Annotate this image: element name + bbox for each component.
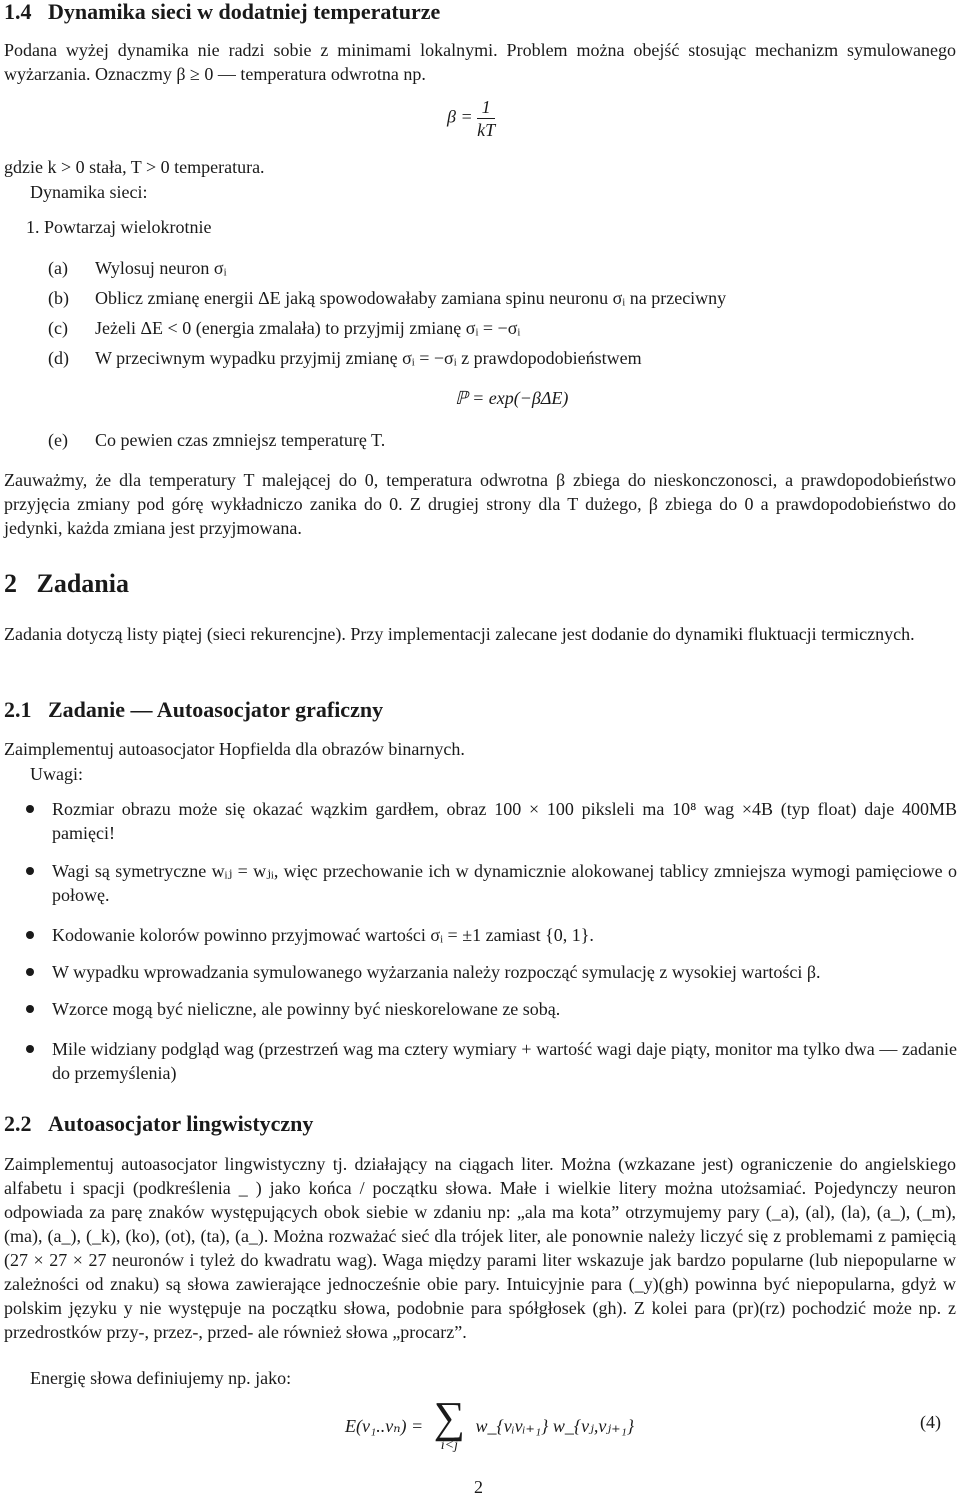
section-number: 2.2 (4, 1111, 32, 1136)
remark-paragraph: Zauważmy, że dla temperatury T malejącej do 0, temperatura odwrotna β zbiega do nieskonczonosci, a prawdopodobieństwo przyjęcia zmiany pod górę wykładniczo zanika do 0. Z drugiej strony dla T dużego, β zbiega do 0 a prawdopodobieństwo do jedynki, każda zmiana jest przyjmowana. (4, 470, 956, 538)
section-number: 1.4 (4, 0, 32, 24)
bullet-item-3: Kodowanie kolorów powinno przyjmować wartości σᵢ = ±1 zamiast {0, 1}. (52, 925, 594, 945)
section-number: 2 (4, 569, 17, 598)
energy-text: Energię słowa definiujemy np. jako: (30, 1368, 292, 1388)
section-title: Autoasocjator lingwistyczny (48, 1111, 314, 1136)
bullet-dot (26, 1045, 34, 1053)
bullet-item-5: Wzorce mogą być nieliczne, ale powinny być nieskorelowane ze sobą. (52, 999, 561, 1019)
list-item-c: Jeżeli ΔE < 0 (energia zmalała) to przyjmij zmianę σᵢ = −σᵢ (95, 318, 521, 338)
list-marker-e: (e) (48, 430, 68, 450)
bullet-dot (26, 968, 34, 976)
energy-equation (345, 1393, 635, 1454)
list-marker-a: (a) (48, 258, 68, 278)
section-2-heading (4, 569, 129, 598)
sum-index: i<j (440, 1438, 458, 1453)
equation-lhs: E(v₁..vₙ) = (345, 1416, 424, 1436)
probability-formula: ℙ = exp(−βΔE) (455, 388, 569, 408)
sum-symbol: ∑ (433, 1393, 466, 1442)
dynamics-label: Dynamika sieci: (30, 182, 148, 202)
equation-number: (4) (920, 1412, 941, 1432)
page-number: 2 (474, 1477, 483, 1497)
list-marker-d: (d) (48, 348, 69, 368)
uwagi-label: Uwagi: (30, 764, 83, 784)
list-item-b: Oblicz zmianę energii ΔE jaką spowodowałaby zamiana spinu neuronu σᵢ na przeciwny (95, 288, 727, 308)
list-marker-b: (b) (48, 288, 69, 308)
section-2-text: Zadania dotyczą listy piątej (sieci rekurencjne). Przy implementacji zalecane jest dodanie do dynamiki fluktuacji termicznych. (4, 624, 915, 644)
section-2-1-heading (4, 698, 383, 722)
bullet-item-1: Rozmiar obrazu może się okazać wązkim gardłem, obraz 100 × 100 piksleli ma 10⁸ wag ×4B (typ float) daje 400MB pamięci! (52, 799, 957, 843)
where-text: gdzie k > 0 stała, T > 0 temperatura. (4, 157, 265, 177)
section-2-1-text: Zaimplementuj autoasocjator Hopfielda dla obrazów binarnych. (4, 739, 465, 759)
equation-rhs: w_{vᵢvᵢ₊₁} w_{vⱼ,vⱼ₊₁} (475, 1416, 635, 1436)
bullet-dot (26, 1005, 34, 1013)
section-1-4-heading (4, 0, 440, 24)
step-1: 1. Powtarzaj wielokrotnie (26, 217, 212, 237)
bullet-item-6: Mile widziany podgląd wag (przestrzeń wag ma cztery wymiary + wartość wagi daje piąty, monitor ma tylko dwa — zadanie do przemyślenia) (52, 1039, 957, 1083)
sum-block (433, 1393, 466, 1454)
list-item-d: W przeciwnym wypadku przyjmij zmianę σᵢ = −σᵢ z prawdopodobieństwem (95, 348, 642, 368)
bullet-dot (26, 805, 34, 813)
bullet-dot (26, 867, 34, 875)
section-title: Dynamika sieci w dodatniej temperaturze (48, 0, 441, 24)
intro-paragraph: Podana wyżej dynamika nie radzi sobie z minimami lokalnymi. Problem można obejść stosując mechanizm symulowanego wyżarzania. Oznaczmy β ≥ 0 — temperatura odwrotna np. (4, 40, 956, 84)
list-marker-c: (c) (48, 318, 68, 338)
beta-fraction: $\frac{1}{kT}$ (477, 97, 496, 140)
beta-formula: β = $\frac{1}{kT}$ (447, 97, 496, 140)
bullet-dot (26, 931, 34, 939)
section-title: Zadanie — Autoasocjator graficzny (48, 697, 384, 722)
list-item-a: Wylosuj neuron σᵢ (95, 258, 227, 278)
section-title: Zadania (36, 569, 129, 598)
bullet-item-2: Wagi są symetryczne wᵢⱼ = wⱼᵢ, więc przechowanie ich w dynamicznie alokowanej tablicy zmniejsza wymogi pamięciowe o połowę. (52, 861, 957, 905)
section-2-2-text: Zaimplementuj autoasocjator lingwistyczny tj. działający na ciągach liter. Można (wzkazane jest) ograniczenie do angielskiego alfabetu i spacji (podkreślenia _ ) jako końca / początku słowa. Małe i wielkie litery można utożsamiać. Pojedynczy neuron odpowiada za parę znaków występujących obok siebie w zdaniu np: „ala ma kota” otrzymujemy pary (_a), (al), (la), (a_), (_m), (ma), (a_), (_k), (ko), (ot), (ta), (a_). Można rozważać sieć dla trójek liter, ale ponownie należy liczyć się z problemami z pamięcią (27 × 27 × 27 neuronów i tyleż do kwadratu wag). Waga między parami liter wskazuje jak bardzo popularne (lub niepopularne w zależności od znaku) są słowa zawierające jednocześnie obie pary. Intuicyjnie para (_y)(gh) powinna być niepopularna, gdyż w polskim języku y nie występuje na początku słowa, podobnie para spółgłosek (gh). Z kolei para (pr)(rz) pochodzić może np. z przedrostków przy-, przez-, przed- ale również słowa „procarz”. (4, 1154, 956, 1342)
section-2-2-heading (4, 1112, 313, 1136)
section-number: 2.1 (4, 697, 32, 722)
bullet-item-4: W wypadku wprowadzania symulowanego wyżarzania należy rozpocząć symulację z wysokiej wartości β. (52, 962, 821, 982)
list-item-e: Co pewien czas zmniejsz temperaturę T. (95, 430, 386, 450)
